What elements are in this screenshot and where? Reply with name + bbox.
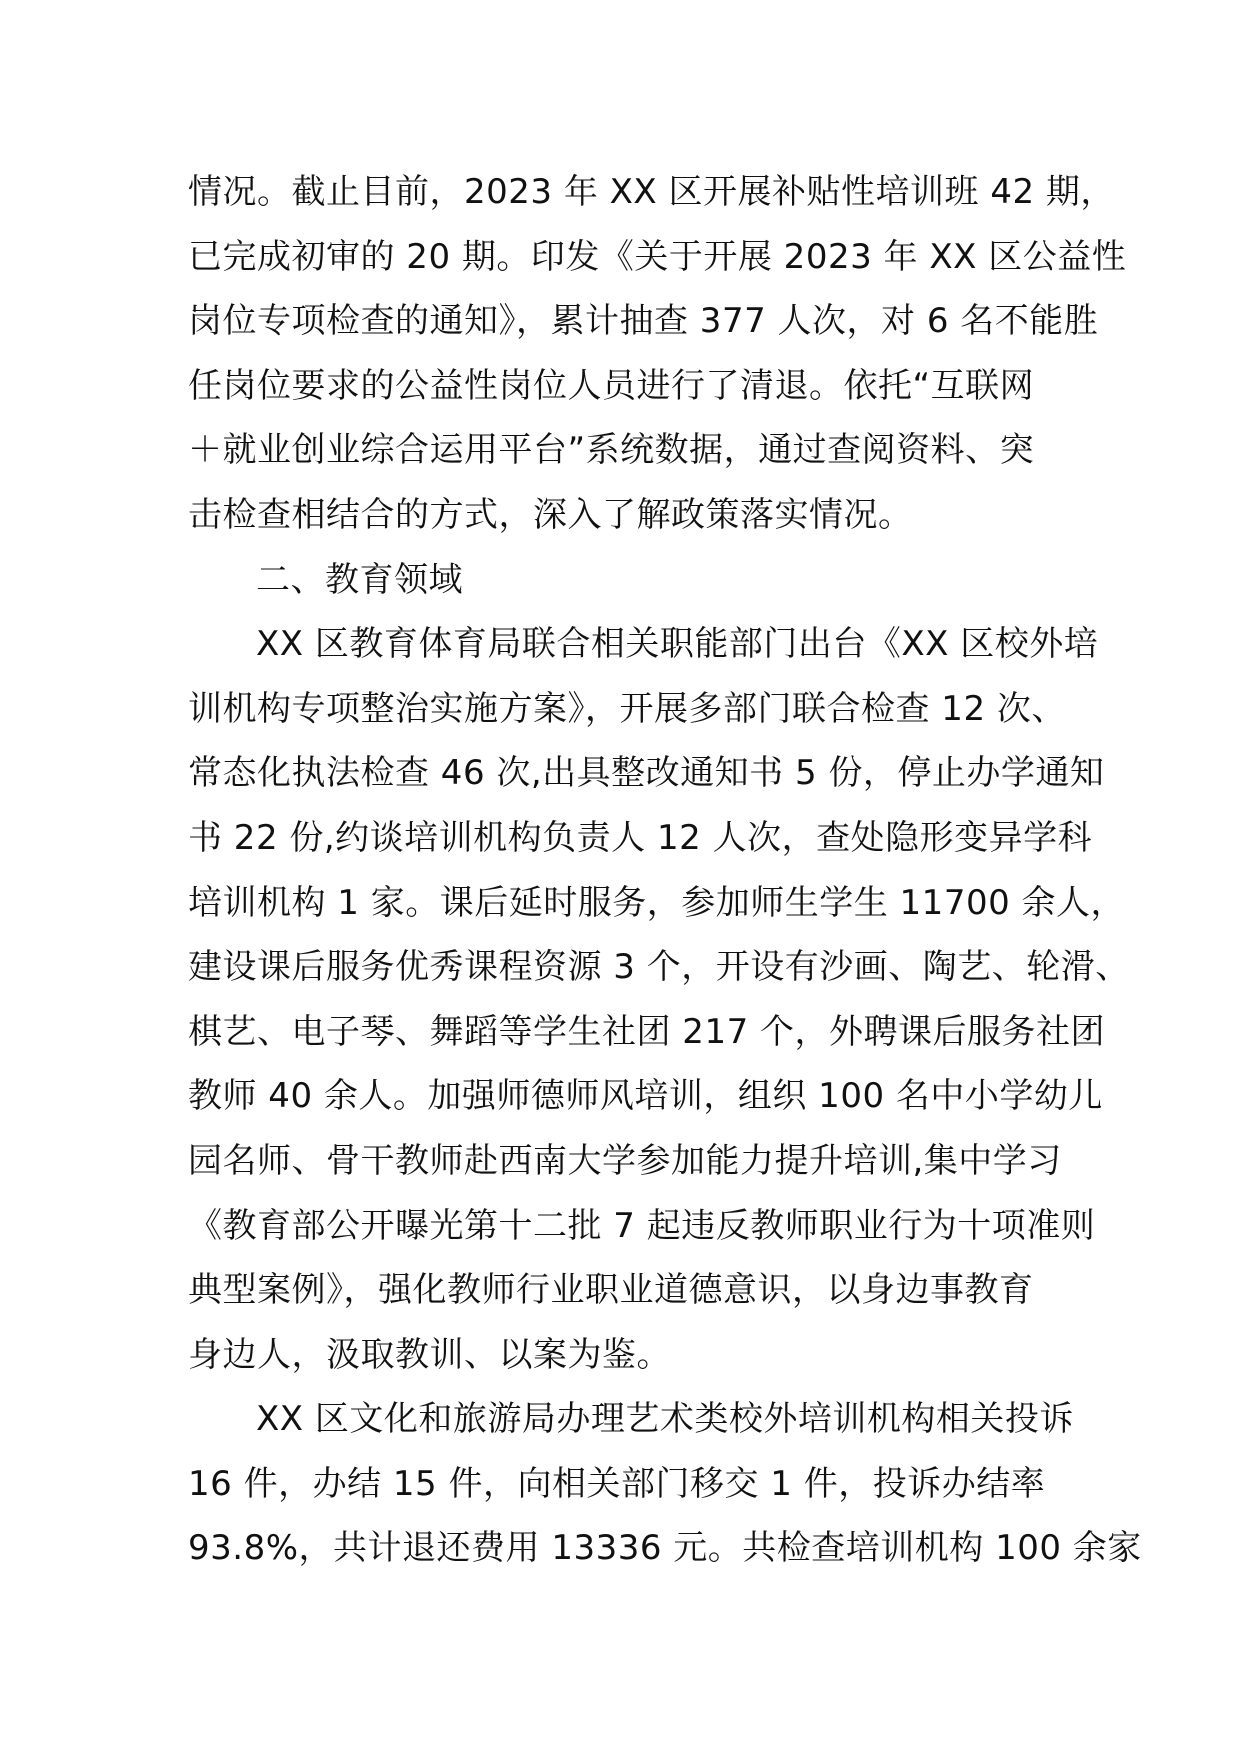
paragraph-line: 任岗位要求的公益性岗位人员进行了清退。依托“互联网: [188, 365, 1035, 406]
document-page: [188, 160, 1142, 1581]
paragraph-line: 培训机构 1 家。课后延时服务，参加师生学生 11700 余人，: [188, 882, 1126, 923]
paragraph-line: 身边人，汲取教训、以案为鉴。: [188, 1334, 671, 1375]
paragraph-2: [188, 612, 1130, 1387]
paragraph-line: 已完成初审的 20 期。印发《关于开展 2023 年 XX 区公益性: [188, 236, 1127, 277]
paragraph-line: 《教育部公开曝光第十二批 7 起违反教师职业行为十项准则: [188, 1205, 1096, 1246]
paragraph-line: 典型案例》，强化教师行业职业道德意识，以身边事教育: [188, 1270, 1034, 1311]
paragraph-line: 棋艺、电子琴、舞蹈等学生社团 217 个，外聘课后服务社团: [188, 1011, 1106, 1052]
paragraph-1: [188, 160, 1127, 548]
paragraph-line: XX 区文化和旅游局办理艺术类校外培训机构相关投诉: [256, 1399, 1074, 1440]
paragraph-line: 击检查相结合的方式，深入了解政策落实情况。: [188, 494, 913, 535]
paragraph-3: [188, 1387, 1142, 1581]
paragraph-line: XX 区教育体育局联合相关职能部门出台《XX 区校外培: [256, 624, 1099, 665]
paragraph-line: ＋就业创业综合运用平台”系统数据，通过查阅资料、突: [188, 430, 1035, 471]
section-heading: 二、教育领域: [256, 559, 463, 600]
paragraph-line: 岗位专项检查的通知》，累计抽查 377 人次，对 6 名不能胜: [188, 301, 1099, 342]
paragraph-line: 建设课后服务优秀课程资源 3 个，开设有沙画、陶艺、轮滑、: [188, 947, 1130, 988]
paragraph-line: 教师 40 余人。加强师德师风培训，组织 100 名中小学幼儿: [188, 1076, 1103, 1117]
paragraph-line: 情况。截止目前，2023 年 XX 区开展补贴性培训班 42 期，: [188, 172, 1115, 212]
paragraph-line: 93.8%，共计退还费用 13336 元。共检查培训机构 100 余家: [188, 1528, 1142, 1569]
paragraph-line: 园名师、骨干教师赴西南大学参加能力提升培训,集中学习: [188, 1140, 1062, 1181]
paragraph-line: 常态化执法检查 46 次,出具整改通知书 5 份，停止办学通知: [188, 753, 1105, 794]
paragraph-line: 训机构专项整治实施方案》，开展多部门联合检查 12 次、: [188, 688, 1066, 729]
paragraph-line: 16 件，办结 15 件，向相关部门移交 1 件，投诉办结率: [188, 1463, 1046, 1504]
paragraph-line: 书 22 份,约谈培训机构负责人 12 人次，查处隐形变异学科: [188, 817, 1093, 858]
